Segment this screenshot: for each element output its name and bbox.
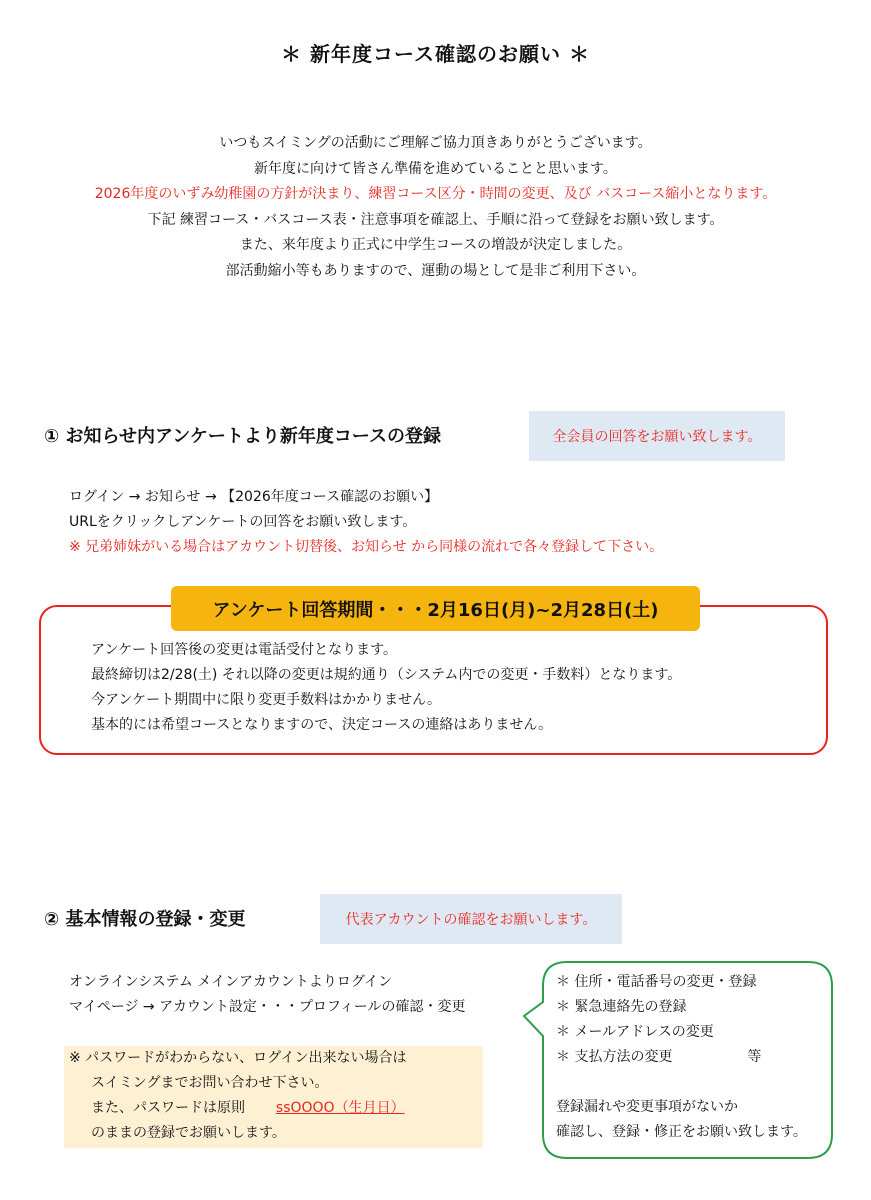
bubble-item-row [556,1045,807,1070]
password-line: ※ パスワードがわからない、ログイン出来ない場合は [69,1050,407,1066]
password-rule: ssOOOO（生月日） [275,1100,405,1116]
intro-line: また、来年度より正式に中学生コースの増設が決定しました。 [239,237,632,253]
period-line: 最終締切は2/28(土) それ以降の変更は規約通り（システム内での変更・手数料）となります。 [91,667,682,683]
instruction-line: URLをクリックしアンケートの回答をお願い致します。 [69,514,417,530]
section2-heading: ② 基本情報の登録・変更 [44,909,246,930]
intro-line: 下記 練習コース・バスコース表・注意事項を確認上、手順に沿って登録をお願い致します。 [147,211,724,228]
bubble-item: ＊ 緊急連絡先の登録 [556,999,687,1015]
intro-line: 部活動縮小等もありますので、運動の場として是非ご利用下さい。 [225,262,646,279]
password-line: のままの登録でお願いします。 [91,1125,286,1141]
password-note [69,1046,406,1146]
bubble-line: 確認し、登録・修正をお願い致します。 [556,1124,807,1140]
section2-note: 代表アカウントの確認をお願いします。 [320,894,622,944]
intro-line: いつもスイミングの活動にご理解ご協力頂きありがとうございます。 [219,135,652,151]
page-title: ＊ 新年度コース確認のお願い ＊ [281,42,590,66]
instruction-line: マイページ → アカウント設定・・・プロフィールの確認・変更 [69,999,466,1015]
instruction-line: ログイン → お知らせ → 【2026年度コース確認のお願い】 [69,489,439,505]
password-rule-line [69,1096,406,1121]
section1-heading: ① お知らせ内アンケートより新年度コースの登録 [44,426,441,447]
bubble-content [556,970,807,1145]
section1-note: 全会員の回答をお願い致します。 [529,411,785,461]
period-line: アンケート回答後の変更は電話受付となります。 [91,642,398,658]
intro-line-highlight: 2026年度のいずみ幼稚園の方針が決まり、練習コース区分・時間の変更、及び バスコース縮小となります。 [94,186,777,202]
password-rule-prefix: また、パスワードは原則 [91,1100,245,1116]
password-line: スイミングまでお問い合わせ下さい。 [91,1075,329,1091]
sibling-note: ※ 兄弟姉妹がいる場合はアカウント切替後、お知らせ から同様の流れで各々登録して下さい。 [69,539,664,555]
period-details [91,638,681,738]
bubble-line: 登録漏れや変更事項がないか [556,1099,738,1115]
period-line: 基本的には希望コースとなりますので、決定コースの連絡はありません。 [91,717,553,733]
bubble-item-suffix: 等 [747,1049,762,1065]
bubble-item: ＊ メールアドレスの変更 [556,1024,714,1040]
section1-instructions [69,485,663,560]
period-line: 今アンケート期間中に限り変更手数料はかかりません。 [91,692,441,708]
section2-instructions [69,970,466,1020]
intro-text [0,131,871,284]
instruction-line: オンラインシステム メインアカウントよりログイン [69,974,393,990]
period-label: アンケート回答期間・・・2月16日(月)~2月28日(土) [171,586,700,631]
bubble-item: ＊ 住所・電話番号の変更・登録 [556,974,757,990]
bubble-item: ＊ 支払方法の変更 [556,1049,673,1065]
intro-line: 新年度に向けて皆さん準備を進めていることと思います。 [254,160,617,177]
